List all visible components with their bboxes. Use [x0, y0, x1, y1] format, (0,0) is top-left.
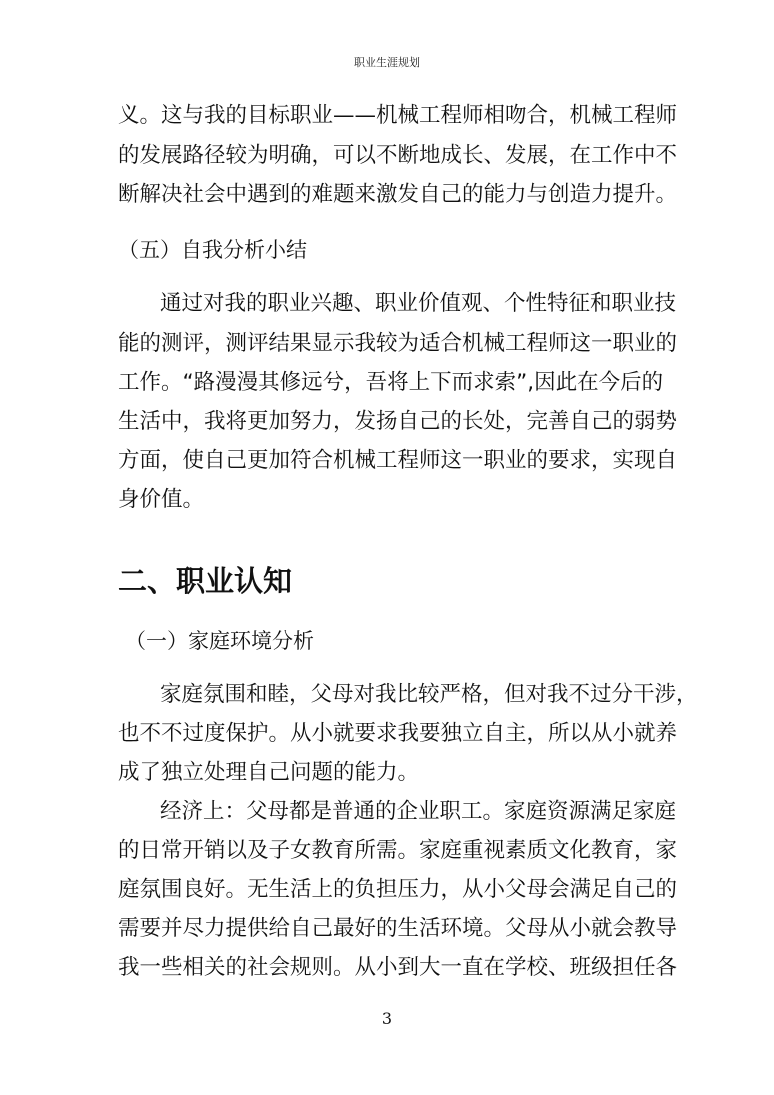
paragraph-line: 身价值。: [118, 487, 205, 512]
paragraph-line: 需要并尽力提供给自己最好的生活环境。父母从小就会教导: [118, 916, 678, 941]
paragraph-line: 的日常开销以及子女教育所需。家庭重视素质文化教育，家: [118, 838, 678, 863]
paragraph-line: 方面，使自己更加符合机械工程师这一职业的要求，实现自: [118, 448, 678, 473]
chapter-heading: 二、职业认知: [118, 564, 293, 598]
paragraph-line: 生活中，我将更加努力，发扬自己的长处，完善自己的弱势: [118, 409, 678, 434]
paragraph-line: 家庭氛围和睦，父母对我比较严格，但对我不过分干涉，: [160, 682, 698, 707]
paragraph-line: 能的测评，测评结果显示我较为适合机械工程师这一职业的: [118, 331, 678, 356]
paragraph-line: 通过对我的职业兴趣、职业价值观、个性特征和职业技: [160, 291, 677, 316]
paragraph-line: 我一些相关的社会规则。从小到大一直在学校、班级担任各: [118, 955, 678, 980]
section-subheading: （一）家庭环境分析: [125, 629, 314, 653]
page-number: 3: [381, 1009, 393, 1028]
section-subheading: （五）自我分析小结: [118, 238, 307, 262]
paragraph-line: 也不不过度保护。从小就要求我要独立自主，所以从小就养: [118, 721, 678, 746]
paragraph-line: 的发展路径较为明确，可以不断地成长、发展，在工作中不: [118, 143, 678, 168]
paragraph-line: 成了独立处理自己问题的能力。: [118, 760, 420, 785]
paragraph-line: 工作。“路漫漫其修远兮，吾将上下而求索”,因此在今后的: [118, 370, 664, 395]
paragraph-line: 庭氛围良好。无生活上的负担压力，从小父母会满足自己的: [118, 877, 678, 902]
paragraph-line: 经济上：父母都是普通的企业职工。家庭资源满足家庭: [160, 799, 677, 824]
paragraph-line: 义。这与我的目标职业——机械工程师相吻合，机械工程师: [118, 103, 678, 128]
running-header: 职业生涯规划: [354, 56, 420, 69]
paragraph-line: 断解决社会中遇到的难题来激发自己的能力与创造力提升。: [118, 182, 678, 207]
